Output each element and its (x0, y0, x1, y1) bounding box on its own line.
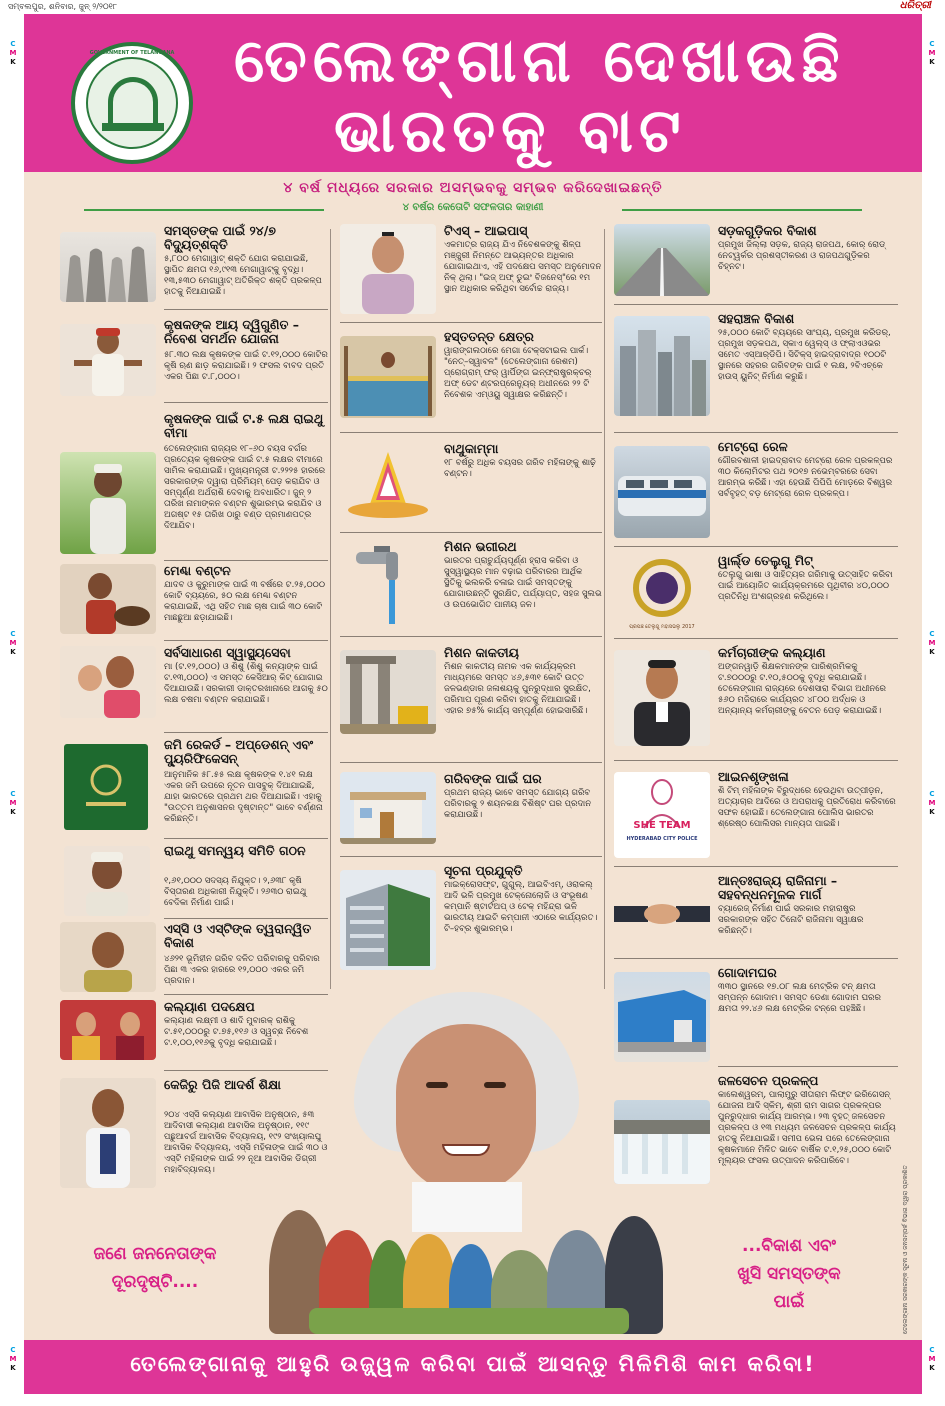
telangana-emblem-icon: GOVERNMENT OF TELANGANA (71, 42, 193, 164)
handloom-image (340, 336, 436, 418)
she-team-logo: SHE TEAM HYDERABAD CITY POLICE (614, 772, 710, 858)
leader-portrait-image (354, 972, 579, 1222)
highway-image (614, 224, 710, 296)
subtitle: ୪ ବର୍ଷ ମଧ୍ୟରେ ସରକାର ଅସମ୍ଭବକୁ ସମ୍ଭବ କରିଦେଖାଇଛନ୍ତି (283, 180, 663, 196)
publication-logo: ଧରିତ୍ରୀ (899, 0, 931, 11)
color-registration-mark: C M K (928, 630, 936, 656)
woman-with-goat-image (60, 564, 156, 634)
city-skyline-image (614, 316, 710, 416)
elderly-farmer-image (64, 846, 150, 916)
color-registration-mark: C M K (928, 1346, 936, 1372)
bridal-couple-image (60, 1000, 156, 1060)
young-professional-image (614, 650, 710, 746)
advertisement-page: GOVERNMENT OF TELANGANA ତେଲେଙ୍ଗାନା ଦେଖାଉଛି ଭାରତକୁ ବାଟ ୪ ବର୍ଷ ମଧ୍ୟରେ ସରକାର ଅସମ୍ଭବକୁ ସମ୍ଭବ କରିଦେଖାଇଛନ୍ତି ୪ ବର୍ଷର କେତୋଟି ସଫଳତାର କାହାଣୀ ସମସ୍ତଙ୍କ ପାଇଁ ୨୪/୭ ବିଦ୍ୟୁତ୍‌ଶକ୍ତି ୫,୮୦୦ ମେଗାୱାଟ୍ ଶକ୍ତି ଯୋଗ କରାଯାଇଛି, ସ୍ଥାପିତ କ୍ଷମତା ୧୬,୯୧୩ ମେଗାୱାଟ୍‌କୁ ବୃଦ୍ଧି। ୧୩,୫୩୦ ମେଗାୱାଟ୍ ଅତିରିକ୍ତ ଶକ୍ତି ପ୍ରକଳ୍ପ ହାତକୁ ନିଆଯାଇଛି। କୃଷକଙ୍କ ଆୟ ଦ୍ୱିଗୁଣିତ – ନିବେଶ ସମର୍ଥନ ଯୋଜନା ୫୮.୩୦ ଲକ୍ଷ କୃଷକଙ୍କ ପାଇଁ ଟ.୧୨,୦୦୦ କୋଟିର କୃଷି ଋଣ ଛାଡ଼ କରାଯାଇଛି। ୨ ଫସଲ ବାବଦ ପ୍ରତି ଏକର ପିଛା ଟ.୮,୦୦୦। କୃଷକଙ୍କ ପାଇଁ ଟ.୫ ଲକ୍ଷ ରାଇଥୁ ବୀମା ତେଲେଙ୍ଗାନା ରାଜ୍ୟର ୧୮–୬୦ ବୟସ ବର୍ଗର ପ୍ରତ୍ୟେକ କୃଷକଙ୍କ ପାଇଁ ଟ.୫ ଲକ୍ଷର ବୀମାରେ ସାମିଲ କରାଯାଇଛି। ମୁଖ୍ୟମନ୍ତ୍ରୀ ଟ.୨୨୨୫ ହାରରେ ସରକାରଙ୍କ ଦ୍ୱାରା ପ୍ରିମିୟମ୍ ପେଡ଼ କରାଯିବ ଓ ସମ୍ପୂର୍ଣ୍ଣ ଅର୍ଥରାଶି ଦେବାକୁ ଅବଧାରିତ। ଜୁନ୍ ୨ ତାରିଖ ନାମାଙ୍କନ ବଣ୍ଟନ ଶୁଭାରମ୍ଭ କରାଯିବ ଓ ଅଗଷ୍ଟ ୧୫ ତାରିଖ ଠାରୁ ବଣ୍ଡ ପ୍ରମାଣପତ୍ର ଦିଆଯିବ। ମେଣ୍ଢା ବଣ୍ଟନ ଯାଦବ ଓ କୁରୁମାଙ୍କ ପାଇଁ ୩ ବର୍ଷରେ ଟ.୨୫,୦୦୦ କୋଟି ବ୍ୟୟରେ, ୫୦ ଲକ୍ଷ ମେଣ୍ଢା ବଣ୍ଟନ କରାଯାଇଛି, ଏଥି ସହିତ ମାଛ ଚାଷ ପାଇଁ ୩୦ କୋଟି ମାଛଛୁଆ ଛଡ଼ାଯାଇଛି। ସର୍ବସାଧାରଣ ସ୍ୱାସ୍ଥ୍ୟସେବା ମା (ଟ.୧୨,୦୦୦) ଓ ଶିଶୁ (ଶିଶୁ କନ୍ୟାଙ୍କ ପାଇଁ ଟ.୧୩,୦୦୦) ଏ ସମସ୍ତ କେସିଆର୍ କିଟ୍ ଯୋଗାଇ ଦିଆଯାଉଛି। ସରକାରୀ ଡାକ୍ତରଖାନାରେ ଆଗକୁ ୫୦ ଲକ୍ଷ ଚଷମା ବଣ୍ଟନ କରାଯାଇଛି। ଜମି ରେକର୍ଡ – ଅପ୍‌ଡେଶନ୍ ଏବଂ ପ୍ୟୁରିଫିକେସନ୍ ଆନୁମାନିକ ୫୮.୫୫ ଲକ୍ଷ କୃଷକଙ୍କ ୧.୪୧ ଲକ୍ଷ ଏକର ଜମି ଉପରେ ନୂତନ ପାସବୁକ୍ ଦିଆଯାଇଛି, ଯାହା ଭାରତରେ ପ୍ରଥମ ଥର ଦିଆଯାଇଛି। ଏହାକୁ "ଉତ୍ତମ ଅନୁଶାସନର ଦୃଷ୍ଟାନ୍ତ" ଭାବେ ବର୍ଣ୍ଣନା କରିଛନ୍ତି। ରାଇଥୁ ସମନ୍ୱୟ ସମିତି ଗଠନ ୧,୬୧,୦୦୦ ସଦସ୍ୟ ନିଯୁକ୍ତ। ୨,୬୩୮ କୃଷି ବିସ୍ତାରଣ ଅଧିକାରୀ ନିଯୁକ୍ତି। ୨୬୩୦ ରାଇଥୁ ବେଦିକା ନିର୍ମାଣ ପାଇଁ। ଏସ୍‌ସି ଓ ଏସ୍‌ଟିଙ୍କ ତ୍ୱରାନ୍ୱିତ ବିକାଶ ୪୬୨୧ ଭୂମିହୀନ ଗରିବ ଦଳିତ ପରିବାରକୁ ପରିବାର ପିଛା ୩ ଏକର ହାରରେ ୧୨,୦୦୦ ଏକର ଜମି ପ୍ରଦାନ। କଲ୍ୟାଣ ପଦକ୍ଷେପ କଲ୍ୟାଣ ଲକ୍ଷ୍ମୀ ଓ ଶାଦି ମୁବାରକ୍ ରାଶିକୁ ଟ.୫୧,୦୦୦ରୁ ଟ.୭୫,୧୧୬ ଓ ସ୍ୱଚ୍ଛ ନିବେଶ ଟ.୧,୦୦,୧୧୬କୁ ବୃଦ୍ଧି କରାଯାଇଛି। କେଜିରୁ ପିଜି ଆଦର୍ଶ ଶିକ୍ଷା ୨୦୪ ଏସ୍‌ସି କଲ୍ୟାଣ ଆବାସିକ ଅନୁଷ୍ଠାନ, ୫୩ ଆଦିବାସୀ କଲ୍ୟାଣ ଆବାସିକ ଅନୁଷ୍ଠାନ, ୧୧୯ ପଛୁଆବର୍ଗ ଆବାସିକ ବିଦ୍ୟାଳୟ, ୧୯୨ ସଂଖ୍ୟାଲଘୁ ଆବାସିକ ବିଦ୍ୟାଳୟ, ଏସ୍‌ସି ମହିଳାଙ୍କ ପାଇଁ ୩୦ ଓ ଏସ୍‌ଟି ମହିଳାଙ୍କ ପାଇଁ ୨୨ ନୂଆ ଆବାସିକ ଡିଗ୍ରୀ ମହାବିଦ୍ୟାଳୟ। ଟିଏସ୍ – ଆଇପାସ୍ ଏକମାତ୍ର ରାଜ୍ୟ ଯିଏ ନିବେଶକଙ୍କୁ ଶିଳ୍ପ ମଞ୍ଜୁରୀ ନିମନ୍ତେ ଆଭ୍ୟନ୍ତର ଅଧିକାର ଯୋଗାଇଥାଏ, ଏହି ପଦକ୍ଷେପ ସମସ୍ତ ଅନୁମୋଦନ ନିକ୍ ଥିଲା। "ଇଜ୍ ଅଫ୍ ଡୁଇଂ ବିଜନେସ୍"ରେ ୧ମ ସ୍ଥାନ ଅଧିକାର କରିଥିବା ସର୍ବୋଚ୍ଚ ରାଜ୍ୟ। ହସ୍ତତନ୍ତ କ୍ଷେତ୍ର ୱାରାଙ୍ଗଲଠାରେ ମେଗା ଟେକ୍‌ସଟାଇଲ ପାର୍କ। "ନେତ୍‌–ସ୍ୱାବଳ" (ତେଲେଙ୍ଗାନା ରେଶମ) ପ୍ରୋଗ୍ରାମ୍ ଫର୍ ୱାର୍ପିଙ୍ଗ ଇନ୍‌ଫ୍ରାଷ୍ଟ୍ରକ୍‌ଚର୍ ଅଫ୍ ଡେଟ ଣ୍ଟରପ୍ରେନ୍ୟୁର୍ ଅଧୀନରେ ୨୨ ଟି ନିବେଶକ ଏମ୍‌ଓୟୁ ସ୍ୱାକ୍ଷର କରିଛନ୍ତି। ବାଥୁକାମ୍ମା ୧୮ ବର୍ଷରୁ ଅଧିକ ବୟସର ଗରିବ ମହିଳାଙ୍କୁ ଶାଢ଼ି ବଣ୍ଟନ। ମିଶନ ଭଗୀରଥ ଭାରତର ପ୍ରାଚୁର୍ଯ୍ୟପୂର୍ଣ୍ଣ ହ୍ରାସ କରିବା ଓ ସୁସ୍ୱାସ୍ଥ୍ୟର ମାନ ବଢ଼ାଇ ପରିବାରର ଆର୍ଥିକ ସ୍ଥିତିକୁ ଭଲକରି ଚଳାଇ ପାଇଁ ସମସ୍ତଙ୍କୁ ଯୋଗାଉଛନ୍ତି ସୁରକ୍ଷିତ, ପର୍ଯ୍ୟାପ୍ତ, ସହଜ ସୁଲଭ ଓ ଉପଭୋଗିତ ପାନୀୟ ଜଳ। ମିଶନ କାକତୀୟ ମିଶନ କାକତୀୟ ନାମକ ଏକ କାର୍ଯ୍ୟକ୍ରମ ମାଧ୍ୟମରେ ସମସ୍ତ ୪୬,୫୩୧ କୋଟି ଉତ୍ତ ଜଳଭଣ୍ଡାର ଜଳାଶୟକୁ ପୁନରୁଦ୍ଧାର ସୁରକ୍ଷିତ, ପରିମାପ ପୂରଣ କରିବା ହାତକୁ ନିଆଯାଇଛି। ଏହାର ୭୫% କାର୍ଯ୍ୟ ସମ୍ପୂର୍ଣ୍ଣ ହୋଇସାରିଛି। ଗରିବଙ୍କ ପାଇଁ ଘର ପ୍ରଥମ ରାଜ୍ୟ ଭାବେ ସମସ୍ତ ଯୋଗ୍ୟ ଗରିବ ପରିବାରକୁ ୨ ଶୟନକକ୍ଷ ବିଶିଷ୍ଟ ଘର ପ୍ରଦାନ କରାଯାଉଛି। ସୂଚନା ପ୍ରଯୁକ୍ତି ମାଇକ୍ରୋସଫ୍ଟ, ଗୁଗୁଲ୍, ଆଇବିଏମ୍, ଓରାକଲ୍ ଆଦି ଭଳି ପ୍ରମୁଖ ଟେକ୍‌ନୋଲୋଜି ଓ ସଂଭୂଷଣ କମ୍ପାନି ଷ୍ଟାର୍ଟଅପ୍ ଓ ଟେକ୍ ମହିନ୍ଦ୍ରା ଭଳି ଭାରତୀୟ ଆଇଟି କମ୍ପାନୀ ଏଠାରେ କାର୍ଯ୍ୟରତ। ଟି–ହବ୍‌ର ଶୁଭାରମ୍ଭ। ସଡ଼କଗୁଡ଼ିକର ବିକାଶ ପ୍ରମୁଖ ଜିଲ୍ଲା ସଡ଼କ, ରାଜ୍ୟ ରାଜପଥ, କୋର୍ ରୋଡ୍ ନେଟ୍‌ୱର୍କର ପ୍ରଶସ୍ତୀକରଣ ଓ ରାଜପଥଗୁଡ଼ିକର ଚିହ୍ନଟ। ସହରାଞ୍ଚଳ ବିକାଶ ୨୫,୦୦୦ କୋଟି ବ୍ୟୟରେ ସାଂଘ୍ୟ, ପ୍ରମୁଖ କରିଡର୍, ପ୍ରମୁଖ ସଡ଼କପଥ, ସ୍କାଏ ୱେଲ୍ସ୍ ଓ ଫ୍ଲାଏଓଭର ସମେତ ଏସ୍‌ଆର୍‌ଡିପି। ସିଟିକ୍ସ୍ ହାଇଦ୍ରାବାଦ୍‌ର ୧୦୦ଟି ସ୍ଥାନରେ ସହରର ଗରିବଙ୍କ ପାଇଁ ୧ ଲକ୍ଷ, ୨ବିଏଚ୍‌କେ ହାଉସ୍ ୟୁନିଟ୍ ନିର୍ମାଣ କରୁଛି। ମେଟ୍ରୋ ରେଳ ଗୌରବଶାଳୀ ହାଇଦ୍ରାବାଦ ମେଟ୍ରୋ ରେଳ ପ୍ରକଳ୍ପର ୩୦ କିଲୋମିଟର ପଥ ୨୦୧୭ ନଭେମ୍ବରରେ ସେବା ଆରମ୍ଭ କରିଛି। ଏହା ହେଉଛି ପିପିପି ମୋଡ଼ରେ ବିଶ୍ୱର ସର୍ବବୃହତ୍ ବଡ଼ ମେଟ୍ରୋ ରେଳ ପ୍ରକଳ୍ପ। ପ୍ରପଞ୍ଚ ତେଲୁଗୁ ମହାସଭଲୁ 2017 ୱାର୍ଲ୍ଡ ତେଲୁଗୁ ମିଟ୍ ତେଲୁଗୁ ଭାଷା ଓ ସାହିତ୍ୟର ଗରିମାକୁ ଉତ୍ସାହିତ କରିବା ପାଇଁ ଆୟୋଜିତ କାର୍ଯ୍ୟକ୍ରମରେ ପୃଥିବୀର ୪୦,୦୦୦ ପ୍ରତିନିଧି ଅଂଶଗ୍ରହଣ କରିଥିଲେ। କର୍ମଚାରୀଙ୍କ କଲ୍ୟାଣ ଅଙ୍ଗନୱାଡ଼ି ଶିକ୍ଷକମାନଙ୍କ ପାରିଶ୍ରମିକକୁ ଟ.୭୦୦୦ରୁ ଟ.୧୦,୫୦୦କୁ ବୃଦ୍ଧି କରାଯାଇଛି। ତେଲେଙ୍ଗାନା ରାଜ୍ୟରେ ଦେଶସାରା ବିଭାଗ ଅଧୀନରେ ୫୬୦ ମଜିରାରେ କାର୍ଯ୍ୟରତ ୪୮୦୦ ଅର୍ଦ୍ଧକ ଓ ଅନ୍ୟାନ୍ୟ କର୍ମଚାରୀଙ୍କୁ ବେତନ ପେଡ଼ କରାଯାଇଛି। SHE TEAM HYDERABAD CITY POLICE ଆଇନଶୃଙ୍ଖଳା ଶି ଟିମ୍ ମହିଳାଙ୍କ ବିରୁଦ୍ଧରେ ହେଉଥିବା ଉତ୍ପୀଡ଼ନ, ଅତ୍ୟାଚାର ଆଦିରେ ଓ ଅପରାଧକୁ ପ୍ରତିରୋଧ କରିବାରେ ସଫଳ ହୋଇଛି। ତେଲେଙ୍ଗାନା ପୋଲିସ ଭାରତର ଶ୍ରେଷ୍ଠ ପୋଲିସର ମାନ୍ୟତା ପାଇଛି। ଆନ୍ତଃରାଜ୍ୟ ରାଜିନାମା – ସହବନ୍ଧନମୂଳକ ମାର୍ଗ ବ୍ୟାରେଜ୍ ନିର୍ମାଣ ପାଇଁ ସରକାର ମହାରାଷ୍ଟ୍ର ସରକାରଙ୍କ ସହିତ ତିନୋଟି ରାଜିନାମା ସ୍ୱାକ୍ଷର କରିଛନ୍ତି। ଗୋଦାମଘର ୩୩୦ ସ୍ଥାନରେ ୧୭.୦୮ ଲକ୍ଷ ମେଟ୍ରିକ ଟନ୍ କ୍ଷମତା ସମ୍ପନ୍ନ ଗୋଦାମ। ସମସ୍ତ ଡେଣା ଗୋଦାମ ଘରର କ୍ଷମତା ୨୨.୪୬ ଲକ୍ଷ ମେଟ୍ରିକ ଟନ୍‌ରେ ପହଞ୍ଚିଛି। ଜଳସେଚନ ପ୍ରକଳ୍ପ କାଲେଶ୍ୱରମ୍, ପାଲାମୁରୁ ସୀତାରାମ ଲିଫ୍ଟ ଇରିଗେସନ୍ ଯୋଜନା ଆଦି ସ୍କିମ୍, ଶ୍ରୀ ରାମ ସାଗର ପ୍ରକଳ୍ପର ପୁନରୁଦ୍ଧାର କାର୍ଯ୍ୟ ଆରମ୍ଭ। ୨୩ ବୃହତ୍ ଜଳସେଚନ ପ୍ରକଳ୍ପ ଓ ୧୩ ମଧ୍ୟମ ଜଳସେଚନ ପ୍ରକଳ୍ପ କାର୍ଯ୍ୟ ହାତକୁ ନିଆଯାଇଛି। ସମୀପ ଭେଳା ପରେ ତେଲେଙ୍ଗାନା କୃଷକମାନେ ମିଳିତ ଭାବେ ବାର୍ଷିକ ଟ.୧,୨୫,୦୦୦ କୋଟି ମୂଲ୍ୟର ଫସଲ ଉତ୍ପାଦନ କରିପାରିବେ। ଜଣେ ଜନନେତାଙ୍କ ଦୂରଦୃଷ୍ଟି.... ...ବିକାଶ ଏବଂ ଖୁସି ସମସ୍ତଙ୍କ ପାଇଁ ତେଲେଙ୍ଗାନା ସରକାରଙ୍କ ସୂଚନା ଓ ଜନସମ୍ପର୍କ ବିଭାଗ ଦ୍ୱାରା ପ୍ରକାଶିତ ତେଲେଙ୍ଗାନାକୁ ଆହୁରି ଉଜ୍ଜ୍ୱଳ କରିବା ପାଇଁ ଆସନ୍ତୁ ମିଳିମିଶି କାମ କରିବା! (24, 14, 922, 1394)
farmer-with-money-image (60, 324, 156, 396)
main-title-line-2: ଭାରତକୁ ବାଟ (334, 96, 687, 166)
publisher-credit: ତେଲେଙ୍ଗାନା ସରକାରଙ୍କ ସୂଚନା ଓ ଜନସମ୍ପର୍କ ବିଭାଗ ଦ୍ୱାରା ପ୍ରକାଶିତ (902, 1165, 909, 1334)
top-strip (0, 0, 945, 14)
slogan-right: ...ବିକାଶ ଏବଂ ଖୁସି ସମସ୍ତଙ୍କ ପାଇଁ (737, 1236, 841, 1312)
it-building-image (340, 870, 436, 970)
schoolgirl-image (60, 1078, 156, 1188)
house-image (340, 772, 436, 844)
header-banner (24, 14, 922, 172)
color-registration-mark: C M K (9, 40, 17, 66)
footer-slogan: ତେଲେଙ୍ଗାନାକୁ ଆହୁରି ଉଜ୍ଜ୍ୱଳ କରିବା ପାଇଁ ଆସନ୍ତୁ ମିଳିମିଶି କାମ କରିବା! (130, 1352, 816, 1376)
color-registration-mark: C M K (9, 790, 17, 816)
color-registration-mark: C M K (928, 40, 936, 66)
handshake-icon (614, 882, 710, 946)
footer-banner (24, 1340, 922, 1394)
color-registration-mark: C M K (9, 630, 17, 656)
dateline: ସମ୍ବଲପୁର, ଶନିବାର, ଜୁନ୍ ୨/୨୦୧୮ (8, 2, 118, 11)
color-registration-mark: C M K (9, 1346, 17, 1372)
color-registration-mark: C M K (928, 790, 936, 816)
land-passbook-image (64, 744, 148, 830)
cooling-towers-image (60, 232, 156, 302)
elderly-woman-image (60, 922, 156, 992)
mother-and-child-image (60, 646, 156, 718)
slogan-left: ଜଣେ ଜନନେତାଙ୍କ ଦୂରଦୃଷ୍ଟି.... (93, 1244, 217, 1292)
dam-spillway-image (614, 1100, 710, 1184)
subtitle-2: ୪ ବର୍ଷର କେତୋଟି ସଫଳତାର କାହାଣୀ (84, 202, 862, 216)
bathukamma-flowers-image (340, 444, 436, 524)
metro-train-image (614, 446, 710, 538)
main-title-line-1: ତେଲେଙ୍ଗାନା ଦେଖାଉଛି (234, 26, 846, 96)
column-divider (330, 229, 331, 989)
column-divider (604, 229, 605, 989)
young-man-image (340, 224, 436, 314)
telugu-conference-emblem: ପ୍ରପଞ୍ଚ ତେଲୁଗୁ ମହାସଭଲୁ 2017 (614, 554, 710, 632)
farmer-in-field-image (60, 452, 156, 554)
water-tap-icon (348, 542, 428, 624)
citizens-collage-image (269, 1190, 664, 1334)
kakatiya-arch-image (340, 650, 436, 734)
warehouse-image (614, 972, 710, 1062)
